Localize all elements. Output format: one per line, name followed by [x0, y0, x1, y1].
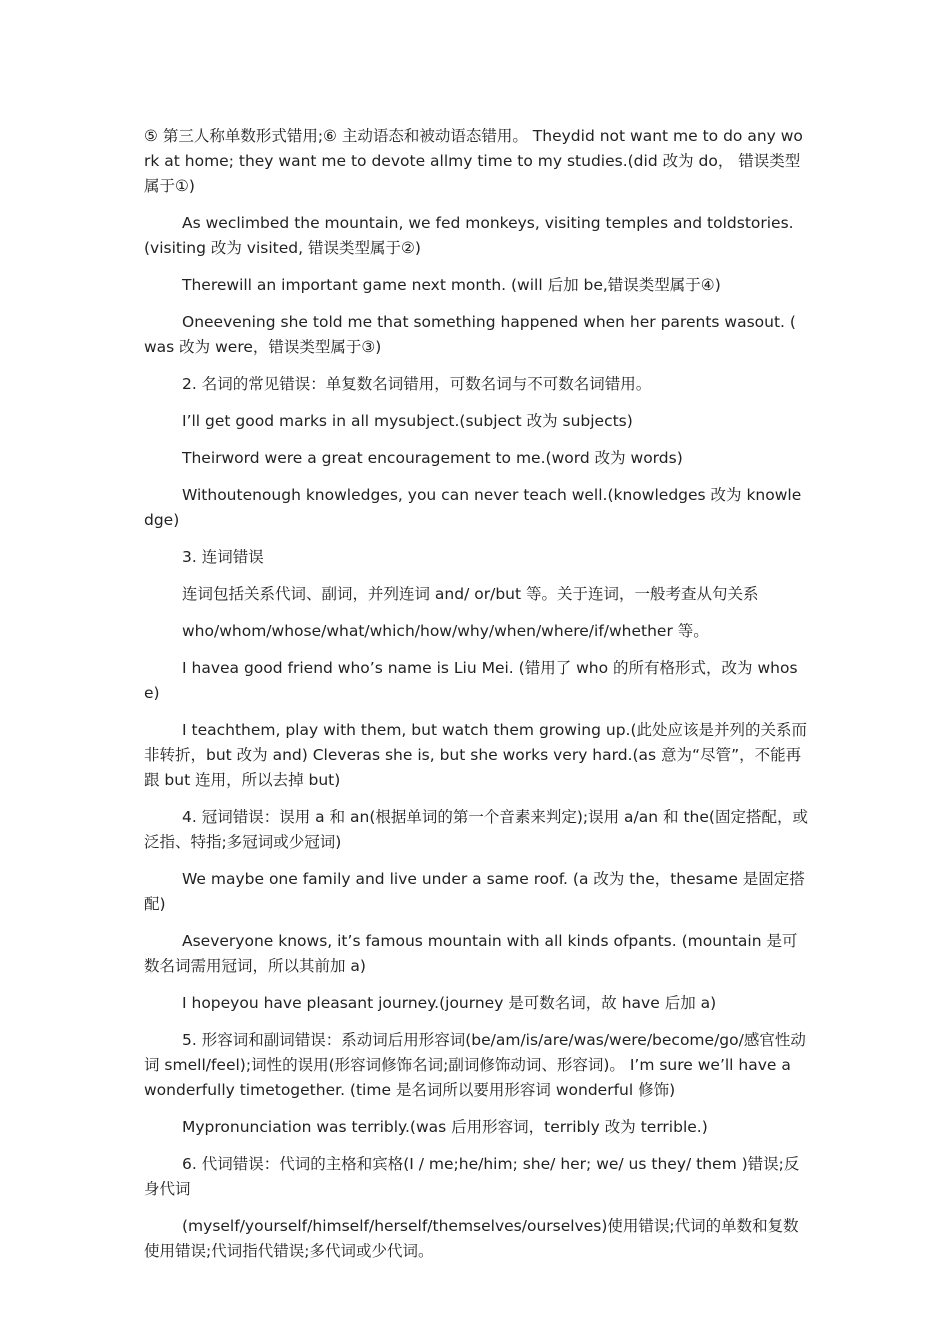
paragraph-1: As weclimbed the mountain, we fed monkeys, visiting temples and toldstories. (visiting 改为 visited, 错误类型属于②) — [144, 214, 794, 257]
paragraph-18: Mypronunciation was terribly.(was 后用形容词，terribly 改为 terrible.) — [182, 1118, 708, 1136]
paragraph-12: I teachthem, play with them, but watch them growing up.(此处应该是并列的关系而非转折，but 改为 and) Cleveras she is, but she works very hard.(as 意为“尽管”，不能再跟 but 连用，所以去掉 but) — [144, 721, 808, 789]
paragraph-7: Withoutenough knowledges, you can never teach well.(knowledges 改为 knowledge) — [144, 486, 802, 529]
document-page — [144, 124, 808, 1276]
paragraph-15: Aseveryone knows, it’s famous mountain with all kinds ofpants. (mountain 是可数名词需用冠词，所以其前加 a) — [144, 932, 798, 975]
paragraph-10: who/whom/whose/what/which/how/why/when/where/if/whether 等。 — [182, 622, 709, 640]
paragraph-11: I havea good friend who’s name is Liu Mei. (错用了 who 的所有格形式，改为 whose) — [144, 659, 798, 702]
paragraph-2: Therewill an important game next month. (will 后加 be,错误类型属于④) — [182, 276, 721, 294]
paragraph-0: ⑤ 第三人称单数形式错用;⑥ 主动语态和被动语态错用。 Theydid not want me to do any work at home; they want me to devote allmy time to my studies.(did 改为 do， 错误类型属于①) — [144, 127, 803, 195]
paragraph-14: We maybe one family and live under a same roof. (a 改为 the，thesame 是固定搭配) — [144, 870, 805, 913]
section-heading-adjectives: 5. 形容词和副词错误：系动词后用形容词(be/am/is/are/was/were/become/go/感官性动词 smell/feel);词性的误用(形容词修饰名词;副词修饰动词、形容词)。 I’m sure we’ll have a wonderfully timetogether. (time 是名词所以要用形容词 wonderful 修饰) — [144, 1031, 806, 1099]
paragraph-6: Theirword were a great encouragement to me.(word 改为 words) — [182, 449, 683, 467]
section-heading-nouns: 2. 名词的常见错误：单复数名词错用，可数名词与不可数名词错用。 — [182, 375, 652, 393]
paragraph-20: (myself/yourself/himself/herself/themselves/ourselves)使用错误;代词的单数和复数使用错误;代词指代错误;多代词或少代词。 — [144, 1217, 799, 1260]
section-heading-articles: 4. 冠词错误：误用 a 和 an(根据单词的第一个音素来判定);误用 a/an 和 the(固定搭配，或泛指、特指;多冠词或少冠词) — [144, 808, 808, 851]
paragraph-9: 连词包括关系代词、副词，并列连词 and/ or/but 等。关于连词，一般考查从句关系 — [182, 585, 759, 603]
paragraph-5: I’ll get good marks in all mysubject.(subject 改为 subjects) — [182, 412, 633, 430]
paragraph-3: Oneevening she told me that something happened when her parents wasout. ( was 改为 were，错误类型属于③) — [144, 313, 796, 356]
section-heading-pronouns: 6. 代词错误：代词的主格和宾格(I / me;he/him; she/ her; we/ us they/ them )错误;反身代词 — [144, 1155, 800, 1198]
paragraph-16: I hopeyou have pleasant journey.(journey 是可数名词，故 have 后加 a) — [182, 994, 717, 1012]
section-heading-conjunctions: 3. 连词错误 — [182, 548, 264, 566]
